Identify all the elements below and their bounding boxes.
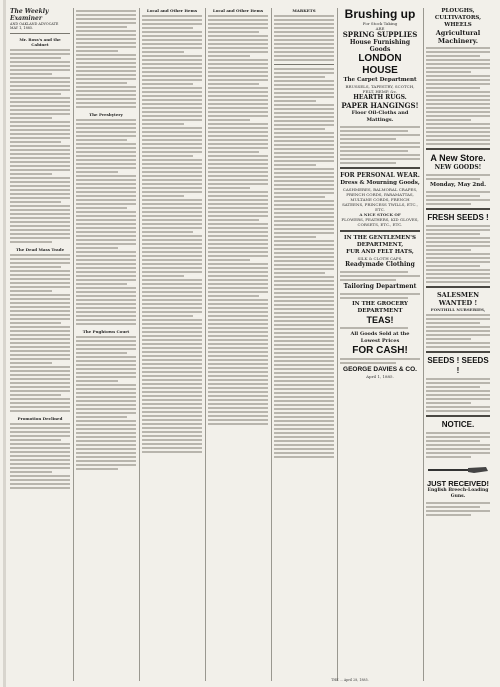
column-2 [76, 8, 136, 681]
ad-seeds: SEEDS ! SEEDS ! [427, 356, 489, 375]
ad-cash: FOR CASH! [352, 345, 408, 356]
ad-notice: NOTICE. [441, 420, 475, 429]
ad-readymade: Readymade Clothing [345, 261, 415, 268]
article-text [274, 68, 334, 458]
ad-ploughs: PLOUGHS, CULTIVATORS, WHEELS [434, 8, 482, 28]
article-heading-presbytery: The Presbytery [89, 112, 123, 117]
page-fold [3, 0, 6, 687]
store-ad-column [340, 8, 420, 681]
ad-fresh-seeds: FRESH SEEDS ! [427, 213, 489, 222]
ad-dress: Dress & Mourning Goods, [340, 180, 420, 186]
ad-house-furnishing: House Furnishing Goods [349, 39, 411, 53]
ad-nice-stock: A NICE STOCK OF [359, 212, 401, 217]
ad-george-davies: GEORGE DAVIES & CO. [343, 366, 417, 373]
ad-spring: SPRING SUPPLIES [342, 30, 418, 39]
article-heading-court: The Pughtown Court [82, 329, 130, 334]
ad-gentlemens: IN THE GENTLEMEN'S DEPARTMENT, [344, 235, 416, 248]
masthead-subtitle: AND OAKLAND ADVOCATE [10, 22, 59, 26]
ad-all-goods: All Goods Sold at the Lowest Prices [350, 331, 410, 344]
ad-london-house: LONDON HOUSE [358, 53, 402, 76]
masthead-date: MAY 1, 1885. [10, 26, 34, 30]
article-heading-promotion: Promotion Declined [17, 416, 63, 421]
ad-hearth: HEARTH RUGS. [353, 94, 407, 101]
ad-grocery: IN THE GROCERY DEPARTMENT [352, 301, 408, 314]
ad-are: ARE [375, 26, 385, 31]
column-5 [274, 8, 334, 681]
article-text [76, 336, 136, 470]
ad-brushing: Brushing up [344, 8, 416, 21]
ad-new-goods: NEW GOODS! [434, 164, 482, 171]
article-text [10, 423, 70, 489]
gun-illustration [426, 465, 490, 475]
right-ad-column [426, 8, 490, 681]
ad-paper: PAPER HANGINGS! [341, 101, 419, 110]
article-text [10, 254, 70, 412]
masthead-title: The Weekly Examiner [10, 8, 49, 22]
ad-nice-list: FLOWERS, FEATHERS, KID GLOVES, CORSETS, ETC., ETC. [341, 217, 419, 227]
ad-monday: Monday, May 2nd. [429, 182, 486, 188]
ad-english-guns: English Breech-Loading Guns. [427, 488, 489, 499]
ad-carpet: The Carpet Department [343, 77, 417, 83]
ad-teas: TEAS! [366, 315, 394, 325]
ad-floor: Floor Oil-Cloths and Mattings. [351, 110, 409, 123]
ad-nurseries: FONTHILL NURSERIES, [430, 307, 486, 312]
article-heading-dead-mass: The Dead Mass Trade [15, 247, 65, 252]
article-text [10, 49, 70, 243]
article-heading-local: Local and Other Items [146, 8, 198, 13]
ad-fur: FUR AND FELT HATS, [346, 249, 414, 255]
article-text [142, 15, 202, 453]
article-text [76, 10, 136, 108]
article-heading-markets: MARKETS [292, 8, 316, 13]
ad-dress-list: CASHMERES, BALMORAL CRAPES, FRENCH CORDS, PARAMATTAS, MULTANE CORDS, FRENCH SATEENS, PRINCESS TWILLS, ETC., ETC. [342, 187, 418, 212]
ad-for-stock: For Stock Taking [362, 21, 398, 26]
ad-new-store: A New Store. [430, 153, 486, 163]
ad-personal: FOR PERSONAL WEAR. [340, 172, 420, 179]
article-heading-local-2: Local and Other Items [212, 8, 264, 13]
page-footer: THE ... April 28, 1885. [331, 678, 369, 682]
ad-george-date: April 1, 1885. [366, 374, 394, 379]
column-1 [10, 8, 70, 681]
article-text [76, 119, 136, 325]
column-4 [208, 8, 268, 681]
article-text [208, 15, 268, 425]
ad-just-received: JUST RECEIVED! [426, 479, 490, 488]
ad-carpet-list: BRUSSELS, TAPESTRY, SCOTCH, FELT, HEMP, &c. [345, 84, 415, 94]
ad-agricultural: Agricultural Machinery. [435, 29, 481, 45]
column-3 [142, 8, 202, 681]
market-table [274, 15, 334, 61]
ad-silk: SILK & CLOTH CAPS. [357, 256, 403, 261]
ad-salesmen: SALESMEN WANTED ! [436, 291, 480, 307]
ad-tailoring: Tailoring Department [343, 283, 417, 290]
lead-heading: Mr. Ross's and the Cabinet [19, 37, 61, 47]
